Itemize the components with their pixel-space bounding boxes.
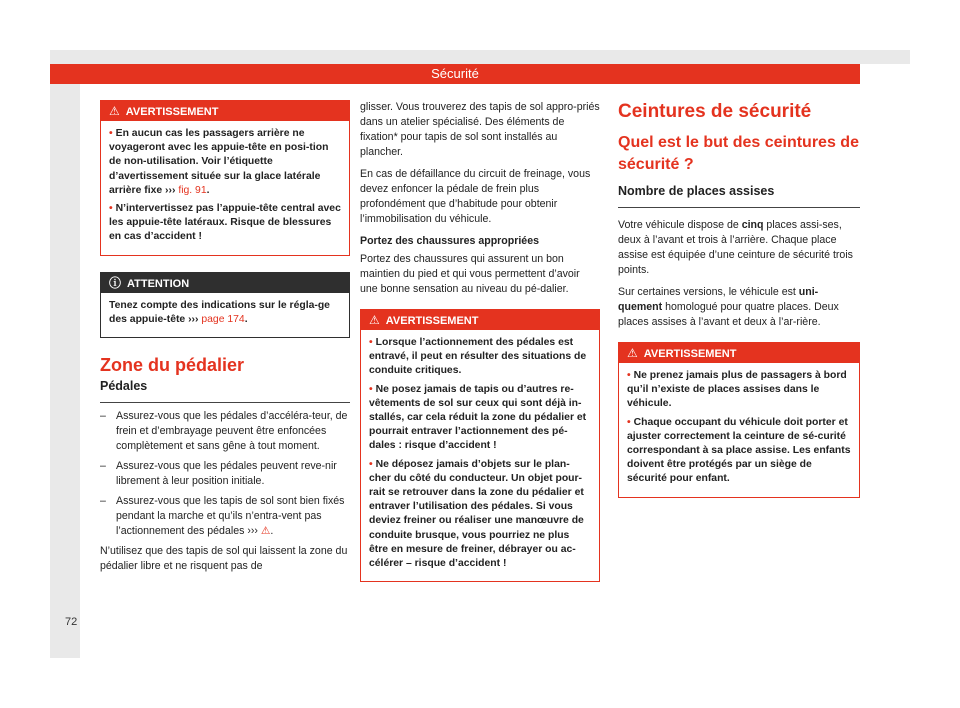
warning-item: • Ne posez jamais de tapis ou d’autres re-vêtements de sol sur ceux qui sont déjà in-stallés, car cela réduit la zone du pédalier et pourrait entraver l’actionnement des pé-dales : risque d’accident ! — [369, 383, 587, 452]
warning-box-pedals — [360, 309, 600, 582]
paragraph: glisser. Vous trouverez des tapis de sol appro-priés dans un atelier spécialisé. Des éléments de fixation* pour tapis de sol sont installés au plancher. — [360, 101, 600, 158]
warning-box-body — [361, 330, 599, 581]
chapter-subtitle: Quel est le but des ceintures de sécurité ? — [618, 134, 859, 173]
warning-box-header: ⚠ AVERTISSEMENT — [619, 343, 859, 363]
subsection-title: Nombre de places assises — [618, 184, 860, 208]
attention-box — [100, 272, 350, 338]
warning-triangle-icon: ⚠ — [109, 104, 120, 118]
warning-box-body — [101, 121, 349, 255]
warning-item: • Lorsque l’actionnement des pédales est entravé, il peut en résulter des situations de conduite critiques. — [369, 337, 587, 377]
page-header: Sécurité — [50, 64, 860, 84]
warning-box-seatbelts — [618, 342, 860, 498]
section-title: Zone du pédalier — [100, 355, 245, 376]
bullet-icon: • — [109, 203, 113, 215]
bullet-icon: • — [109, 128, 113, 139]
bullet-icon: • — [627, 370, 631, 381]
warning-item: • Ne déposez jamais d’objets sur le plan-cher du côté du conducteur. Un objet pour-rait se retrouver dans la zone du pédalier et entraver l’utilisation des pédales. Si vous deviez freiner ou réaliser une manœuvre de conduite brusque, vous pourriez ne plus être en mesure de freiner, débrayer ou ac-célérer – risque d’accident ! — [369, 458, 584, 570]
warning-item: • En aucun cas les passagers arrière ne voyageront avec les appuie-tête en posi-tion de non-utilisation. Voir l’étiquette d’avertissement située sur la glace latérale arrière fixe ››› fig. 91. — [109, 128, 329, 196]
bullet-icon: • — [369, 337, 373, 348]
warning-triangle-icon[interactable]: ⚠ — [260, 525, 271, 538]
attention-box-header: ⓘ ATTENTION — [101, 273, 349, 293]
warning-box-header: ⚠ AVERTISSEMENT — [361, 310, 599, 330]
paragraph: En cas de défaillance du circuit de freinage, vous devez enfoncer la pédale de frein plus profondément que d’habitude pour obtenir l’immobilisation du véhicule. — [360, 168, 591, 225]
page-number: 72 — [65, 616, 78, 628]
attention-box-body: Tenez compte des indications sur le régla-ge des appuie-tête ››› page 174. — [109, 299, 330, 325]
bullet-icon: • — [627, 416, 631, 428]
warning-item: • Ne prenez jamais plus de passagers à bord qu’il n’existe de places assises dans le véhicule. — [627, 370, 847, 410]
column-left — [100, 100, 350, 581]
warning-triangle-icon: ⚠ — [369, 313, 380, 327]
paragraph: Portez des chaussures qui assurent un bon maintien du pied et qui vous permettent d’avoir une bonne sensation au niveau du pé-dalier. — [360, 253, 580, 295]
list-item: – Assurez-vous que les pédales d’accéléra-teur, de frein et d’embrayage peuvent être enfoncées complètement et sans gêne à tout moment. — [100, 410, 348, 453]
paragraph: Votre véhicule dispose de cinq places assi-ses, deux à l’avant et trois à l’arrière. Chaque place assise est équipée d’une ceinture de sécurité trois points. — [618, 219, 853, 276]
warning-item: • Chaque occupant du véhicule doit porter et ajuster correctement la ceinture de sé-curité correspondant à sa place assise. Les enfants doivent être protégés par un siège de sécurité pour enfant. — [627, 416, 851, 485]
list-item: – Assurez-vous que les pédales peuvent reve-nir librement à leur position initiale. — [100, 460, 337, 488]
info-circle-icon: ⓘ — [109, 275, 122, 290]
list-item: – Assurez-vous que les tapis de sol sont bien fixés pendant la marche et qu’ils n’entra-vent pas l’actionnement des pédales ››› ⚠. — [100, 495, 345, 538]
paragraph-heading: Portez des chaussures appropriées — [360, 235, 539, 247]
column-right — [618, 100, 860, 514]
paragraph: Sur certaines versions, le véhicule est uni-quement homologué pour quatre places. Deux places assises à l’avant et deux à l’ar-rière. — [618, 286, 839, 328]
warning-box-header: ⚠ AVERTISSEMENT — [101, 101, 349, 121]
fig-link[interactable]: fig. 91 — [178, 184, 207, 196]
subsection-title: Pédales — [100, 379, 350, 403]
paragraph: N’utilisez que des tapis de sol qui laissent la zone du pédalier libre et ne risquent pas de — [100, 545, 348, 573]
bullet-icon: • — [369, 383, 373, 395]
warning-triangle-icon: ⚠ — [627, 346, 638, 360]
warning-item: • N’intervertissez pas l’appuie-tête central avec les appuie-tête latéraux. Risque de blessures en cas d’accident ! — [109, 203, 341, 243]
page-link[interactable]: page 174 — [201, 313, 245, 325]
warning-box-body — [619, 363, 859, 497]
bullet-icon: • — [369, 458, 373, 470]
column-middle — [360, 100, 600, 598]
chapter-title: Ceintures de sécurité — [618, 101, 812, 122]
warning-box-headrest — [100, 100, 350, 256]
